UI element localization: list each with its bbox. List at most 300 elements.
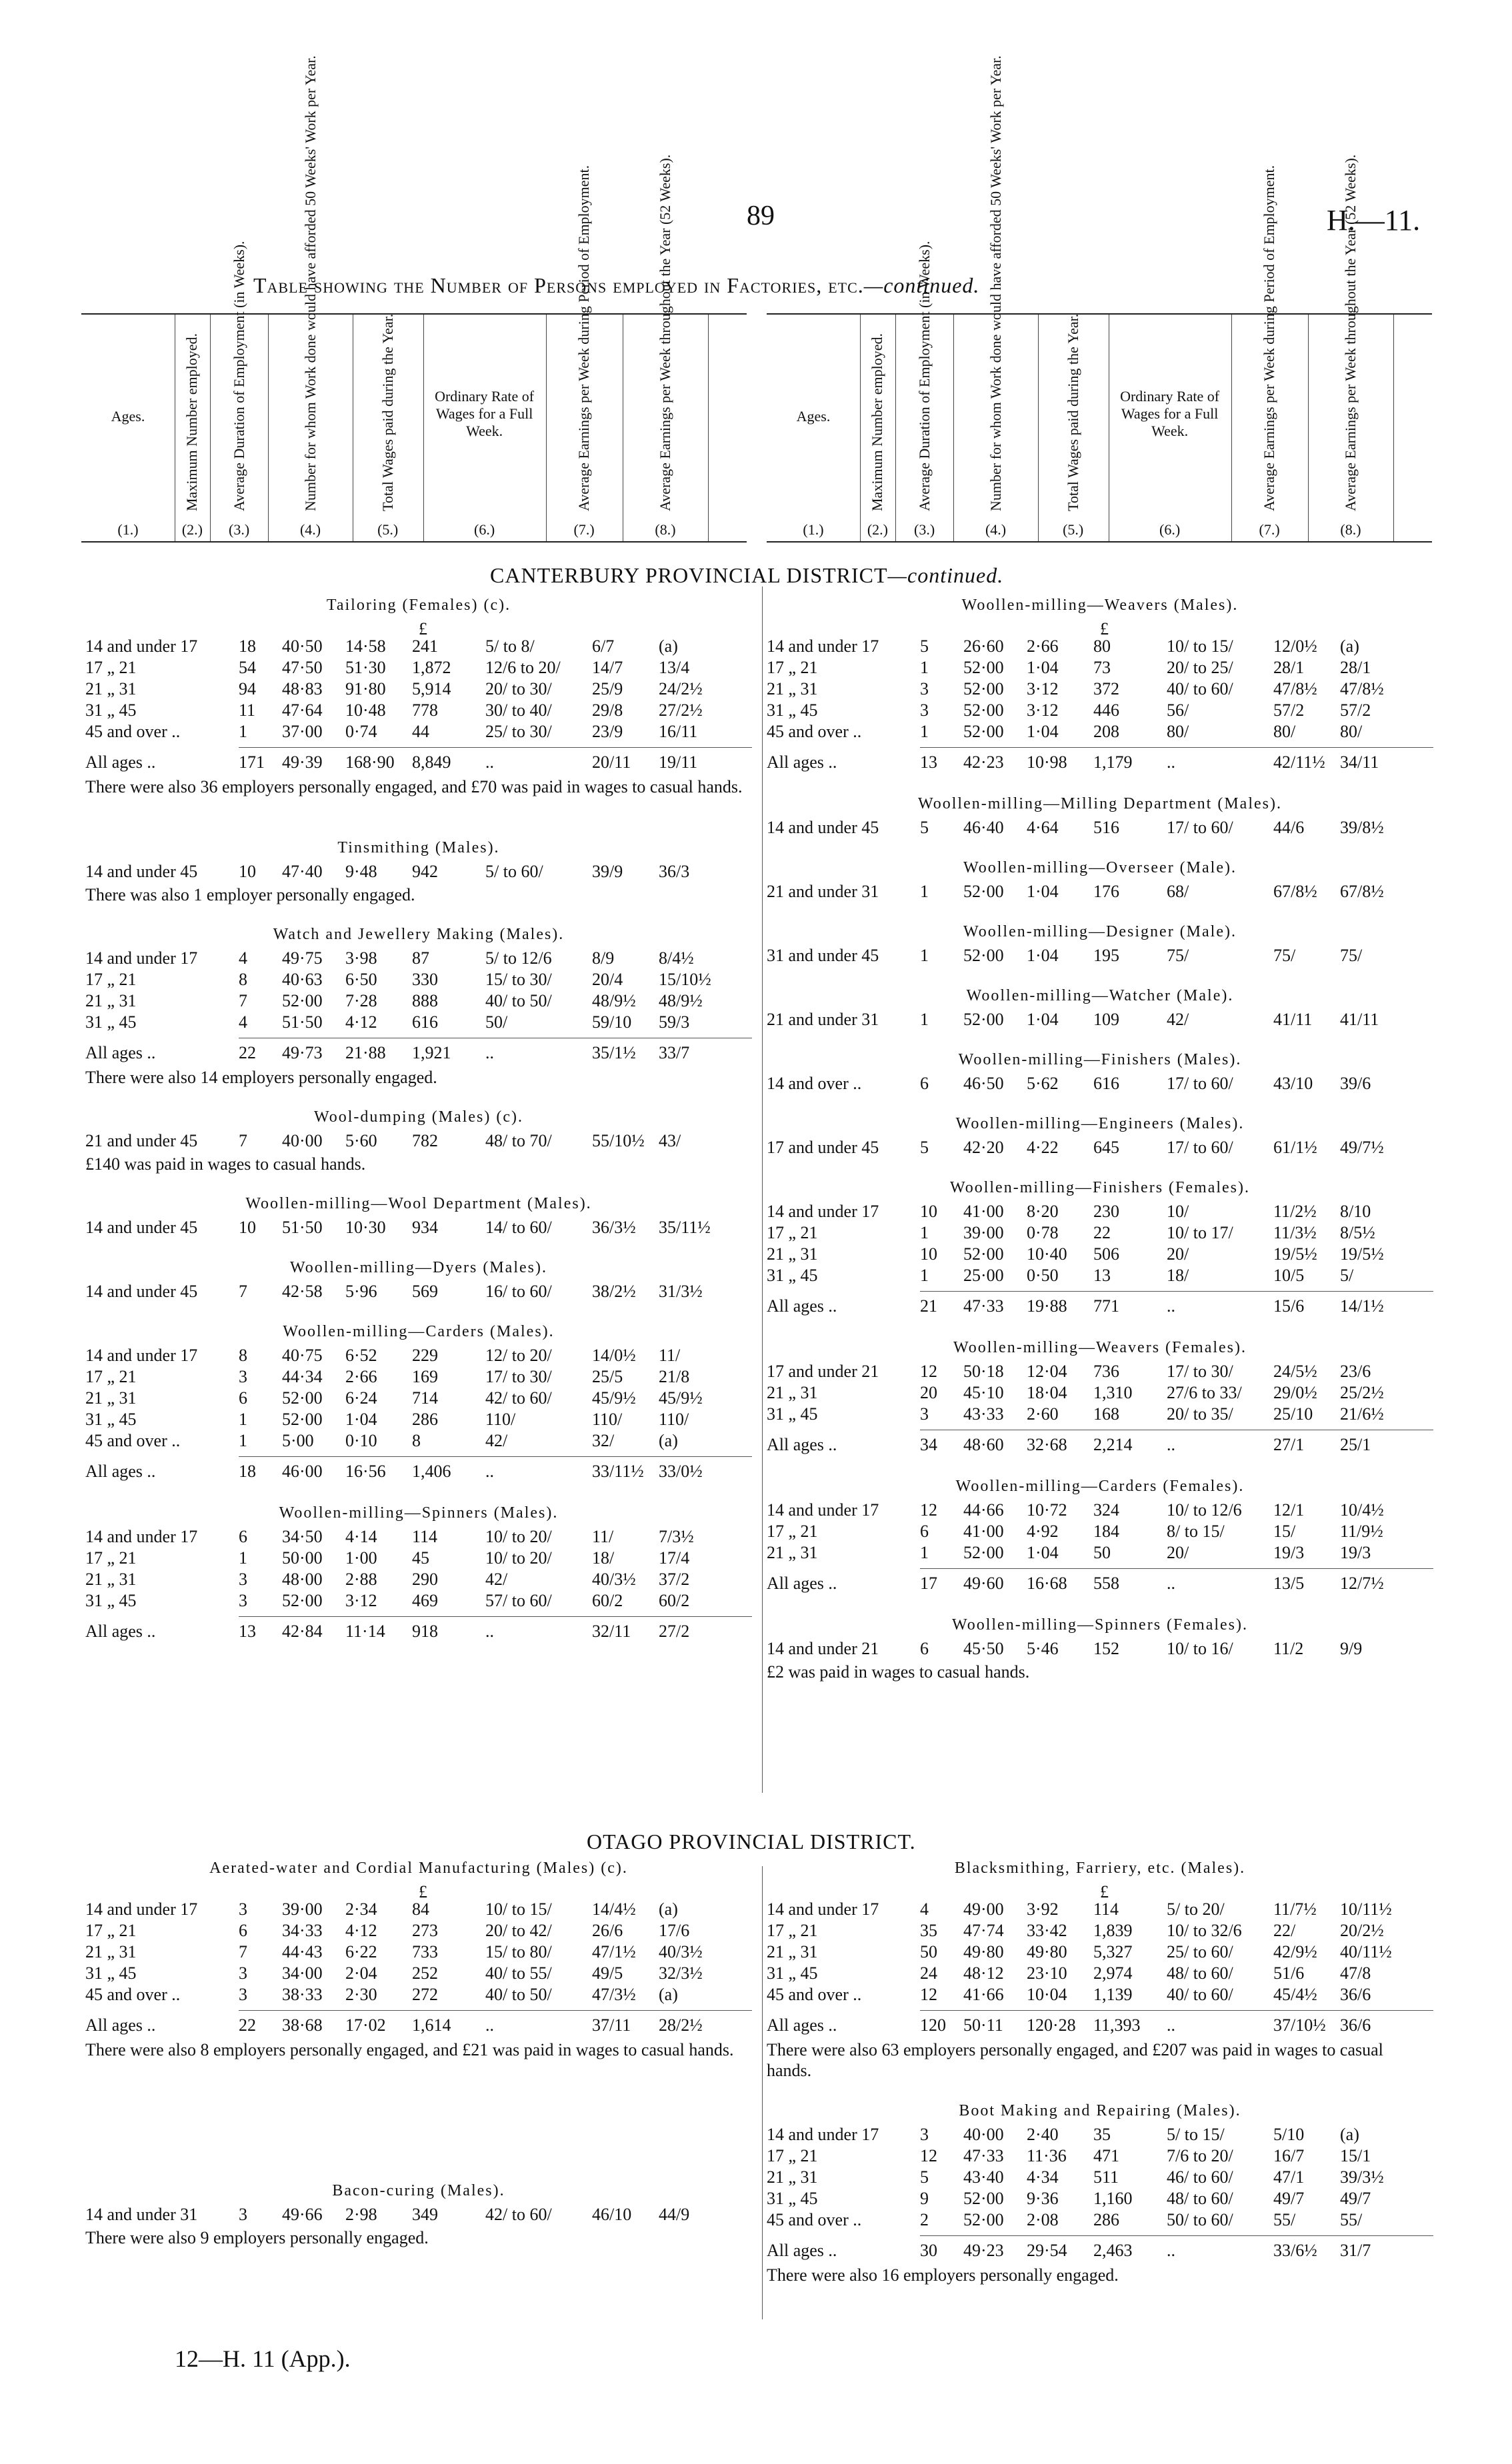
cell: 110/ [592, 1410, 623, 1429]
cell: 17/ to 60/ [1167, 1074, 1233, 1093]
cell: 31 „ 45 [85, 1963, 137, 1983]
cell: 7·28 [345, 991, 377, 1010]
cell: 32/ [592, 1431, 615, 1450]
cell: .. [485, 752, 494, 772]
cell: 40/3½ [659, 1942, 703, 1961]
cell: 14/0½ [592, 1346, 636, 1365]
cell: 35/11½ [659, 1218, 711, 1237]
cell: 55/10½ [592, 1131, 645, 1150]
cell: All ages .. [767, 2015, 837, 2035]
cell: 195 [1093, 946, 1119, 965]
cell: 31 „ 45 [85, 1012, 137, 1032]
cell: 51·50 [282, 1218, 323, 1237]
cell: 42/ to 60/ [485, 1388, 552, 1408]
cell: 52·00 [963, 722, 1004, 741]
cell: 1,139 [1093, 1985, 1133, 2004]
cell: 3 [920, 679, 929, 698]
cell: 28/1 [1273, 658, 1305, 677]
cell: 273 [412, 1921, 438, 1940]
cell: 31 „ 45 [767, 1963, 818, 1983]
cell: 26/6 [592, 1921, 623, 1940]
cell: 8 [239, 1346, 247, 1365]
cell: 272 [412, 1985, 438, 2004]
cell: 3·12 [345, 1591, 377, 1610]
cell: 14 and under 45 [85, 1218, 198, 1237]
cell: 23/9 [592, 722, 623, 741]
cell: 11/2 [1273, 1639, 1304, 1658]
cell: 4 [239, 1012, 247, 1032]
cell: 40·00 [282, 1131, 323, 1150]
cell: 46·40 [963, 818, 1004, 837]
district-canterbury [490, 563, 1003, 588]
header-column-number: (3.) [914, 521, 935, 538]
cell: 23/6 [1340, 1362, 1371, 1381]
cell: 42·20 [963, 1138, 1004, 1157]
cell: 2·30 [345, 1985, 377, 2004]
cell: 67/8½ [1340, 882, 1384, 901]
cell: 51·30 [345, 658, 386, 677]
table-row [85, 1367, 752, 1387]
cell: 55/ [1273, 2210, 1296, 2229]
cell: 50 [1093, 1543, 1111, 1562]
cell: 506 [1093, 1244, 1119, 1264]
header-column-number: (7.) [1259, 521, 1280, 538]
cell: 48·12 [963, 1963, 1004, 1983]
cell: 20/ to 42/ [485, 1921, 552, 1940]
cell: 20/2½ [1340, 1921, 1384, 1940]
cell: 52·00 [963, 1010, 1004, 1029]
cell: 14 and under 45 [767, 818, 879, 837]
cell: 8/5½ [1340, 1223, 1375, 1242]
cell: 49·80 [963, 1942, 1004, 1961]
cell: 47/1½ [592, 1942, 636, 1961]
cell: 47·33 [963, 2146, 1004, 2165]
cell: 41/11 [1340, 1010, 1379, 1029]
cell: 29/0½ [1273, 1383, 1317, 1402]
cell: 3·92 [1027, 1899, 1059, 1919]
cell: 21 „ 31 [85, 1570, 137, 1589]
cell: 3 [239, 1367, 247, 1386]
cell: 1,872 [412, 658, 451, 677]
cell: 12 [920, 1985, 937, 2004]
cell: 24/5½ [1273, 1362, 1317, 1381]
cell: .. [485, 1622, 494, 1641]
cell: 10 [239, 862, 256, 881]
cell: 616 [412, 1012, 438, 1032]
cell: 45 and over .. [85, 1985, 181, 2004]
table-row [767, 1963, 1433, 1983]
header-column-number: (4.) [299, 521, 321, 538]
cell: .. [1167, 1296, 1175, 1316]
section-note: There were also 36 employers personally engaged, and £70 was paid in wages to casual hands. [85, 777, 743, 796]
cell: 2,214 [1093, 1435, 1133, 1454]
header-avg-earnings-period [546, 165, 623, 541]
cell: 0·10 [345, 1431, 377, 1450]
cell: 3 [239, 2205, 247, 2224]
cell: 18 [239, 636, 256, 656]
cell: 75/ [1340, 946, 1363, 965]
cell: 21 „ 31 [85, 1388, 137, 1408]
cell: 10·30 [345, 1218, 386, 1237]
cell: 17 „ 21 [767, 1223, 818, 1242]
district-canterbury-name: CANTERBURY PROVINCIAL DISTRICT [490, 563, 888, 587]
cell: 114 [412, 1527, 438, 1546]
cell: 38·68 [282, 2015, 323, 2035]
table-row [85, 1527, 752, 1547]
cell: 1 [920, 722, 929, 741]
cell: 48/9½ [659, 991, 703, 1010]
cell: 2·40 [1027, 2125, 1059, 2144]
cell: 35/1½ [592, 1043, 636, 1062]
header-ordinary-rate [1109, 315, 1232, 541]
cell: (a) [659, 1899, 678, 1919]
cell: .. [485, 1043, 494, 1062]
header-column-number: (8.) [1340, 521, 1361, 538]
cell: 12/0½ [1273, 636, 1317, 656]
cell: 38/2½ [592, 1282, 636, 1301]
header-label: Ages. [796, 408, 831, 425]
cell: 25/5 [592, 1367, 623, 1386]
cell: 15/ to 30/ [485, 970, 552, 989]
cell: 17 and under 21 [767, 1362, 879, 1381]
cell: 75/ [1167, 946, 1189, 965]
cell: 49·80 [1027, 1942, 1067, 1961]
cell: 3·12 [1027, 679, 1059, 698]
header-label: Total Wages paid during the Year. [1064, 313, 1081, 511]
cell: 3 [239, 1985, 247, 2004]
table-title-suffix: —continued. [863, 273, 980, 297]
header-column-number: (6.) [1159, 521, 1181, 538]
table-row [85, 2205, 752, 2225]
cell: 40/3½ [592, 1570, 636, 1589]
cell: 20/ [1167, 1244, 1189, 1264]
header-avg-earnings-year [623, 154, 709, 541]
cell: 31 „ 45 [85, 1591, 137, 1610]
cell: 25/9 [592, 679, 623, 698]
header-total-wages [1038, 315, 1109, 541]
cell: 42·84 [282, 1622, 323, 1641]
table-row [767, 1522, 1433, 1542]
cell: 23·10 [1027, 1963, 1067, 1983]
cell: 4·14 [345, 1527, 377, 1546]
cell: 52·00 [963, 1244, 1004, 1264]
cell: 35 [920, 1921, 937, 1940]
cell: 21 „ 31 [85, 1942, 137, 1961]
total-row [85, 1043, 752, 1063]
cell: 6·22 [345, 1942, 377, 1961]
cell: 19/5½ [1340, 1244, 1384, 1264]
cell: 13/4 [659, 658, 690, 677]
cell: 5/10 [1273, 2125, 1305, 2144]
header-label: Average Earnings per Week during Period of Employment. [1261, 165, 1278, 511]
cell: 39/3½ [1340, 2167, 1384, 2187]
cell: 1 [239, 722, 247, 741]
cell: 8 [412, 1431, 421, 1450]
cell: 14 and under 17 [767, 1202, 879, 1221]
cell: 11,393 [1093, 2015, 1141, 2035]
cell: 12·04 [1027, 1362, 1067, 1381]
cell: 31/7 [1340, 2241, 1371, 2260]
column-divider [762, 1866, 763, 2319]
table-row [767, 1639, 1433, 1659]
cell: 21 „ 31 [767, 679, 818, 698]
table-row [767, 722, 1433, 742]
header-column-number: (5.) [377, 521, 399, 538]
cell: 52·00 [963, 2189, 1004, 2208]
cell: 42/ [1167, 1010, 1189, 1029]
section-note: There were also 16 employers personally engaged. [767, 2265, 1119, 2285]
cell: 1·04 [1027, 1543, 1059, 1562]
total-rule [920, 2010, 1433, 2011]
cell: 40/ to 50/ [485, 1985, 552, 2004]
cell: 11·14 [345, 1622, 385, 1641]
cell: 39·00 [282, 1899, 323, 1919]
cell: 48·60 [963, 1435, 1004, 1454]
cell: 21 „ 31 [767, 1383, 818, 1402]
cell: 11 [239, 700, 256, 720]
cell: 17 „ 21 [767, 1921, 818, 1940]
cell: 45 [412, 1548, 429, 1568]
cell: 57/2 [1273, 700, 1305, 720]
cell: 24/2½ [659, 679, 703, 698]
cell: 1,839 [1093, 1921, 1133, 1940]
cell: 37/2 [659, 1570, 690, 1589]
cell: 20/ to 25/ [1167, 658, 1233, 677]
cell: 14 and under 17 [85, 1527, 198, 1546]
cell: 10/ to 16/ [1167, 1639, 1233, 1658]
header-label: Ages. [111, 408, 145, 425]
cell: 171 [239, 752, 265, 772]
cell: 516 [1093, 818, 1119, 837]
cell: 49·00 [963, 1899, 1004, 1919]
cell: All ages .. [767, 1574, 837, 1593]
cell: 1,179 [1093, 752, 1133, 772]
cell: 6 [239, 1527, 247, 1546]
cell: 52·00 [282, 1388, 323, 1408]
cell: 21 „ 31 [85, 991, 137, 1010]
cell: 5/ to 15/ [1167, 2125, 1225, 2144]
cell: 12/7½ [1340, 1574, 1384, 1593]
cell: 934 [412, 1218, 438, 1237]
cell: 11/ [659, 1346, 681, 1365]
table-row [85, 1388, 752, 1408]
header-column-number: (8.) [655, 521, 676, 538]
header-avg-duration [210, 241, 269, 541]
table-row [85, 1012, 752, 1032]
header-label: Maximum Number employed. [183, 333, 201, 511]
cell: 10/ to 15/ [485, 1899, 552, 1919]
cell: 942 [412, 862, 438, 881]
cell: 20/11 [592, 752, 631, 772]
cell: All ages .. [767, 1435, 837, 1454]
cell: 6 [920, 1074, 929, 1093]
cell: 52·00 [963, 658, 1004, 677]
cell: 14 and under 17 [85, 948, 198, 968]
cell: 13 [1093, 1266, 1111, 1285]
section-title-finishers_m: Woollen-milling—Finishers (Males). [958, 1051, 1242, 1068]
cell: (a) [1340, 2125, 1359, 2144]
cell: 80 [1093, 636, 1111, 656]
cell: 109 [1093, 1010, 1119, 1029]
header-max-employed [860, 315, 896, 541]
cell: 91·80 [345, 679, 386, 698]
cell: 4 [239, 948, 247, 968]
header-label: Average Earnings per Week throughout the Year (52 Weeks). [1341, 154, 1359, 511]
cell: 31/3½ [659, 1282, 703, 1301]
cell: 1·04 [1027, 722, 1059, 741]
cell: 25/1 [1340, 1435, 1371, 1454]
cell: 372 [1093, 679, 1119, 698]
cell: 20/ [1167, 1543, 1189, 1562]
cell: 47/3½ [592, 1985, 636, 2004]
cell: 27/1 [1273, 1435, 1305, 1454]
cell: 15/ [1273, 1522, 1296, 1541]
column-divider [762, 587, 763, 1793]
cell: 43·33 [963, 1404, 1004, 1424]
table-row [85, 1942, 752, 1962]
cell: 40/ to 60/ [1167, 1985, 1233, 2004]
cell: 31 „ 45 [767, 1266, 818, 1285]
cell: 10 [239, 1218, 256, 1237]
cell: 14·58 [345, 636, 386, 656]
cell: 40·50 [282, 636, 323, 656]
cell: 230 [1093, 1202, 1119, 1221]
cell: 52·00 [963, 1543, 1004, 1562]
district-otago: OTAGO PROVINCIAL DISTRICT. [587, 1830, 916, 1853]
cell: 9 [920, 2189, 929, 2208]
table-row [767, 818, 1433, 838]
cell: 34·00 [282, 1963, 323, 1983]
cell: 52·00 [963, 679, 1004, 698]
cell: 14 and under 45 [85, 862, 198, 881]
table-row [85, 1591, 752, 1611]
table-row [85, 1963, 752, 1983]
table-row [767, 658, 1433, 678]
cell: 17 „ 21 [767, 658, 818, 677]
cell: 7 [239, 991, 247, 1010]
table-row [767, 2167, 1433, 2187]
cell: 14 and under 45 [85, 1282, 198, 1301]
cell: 45 and over .. [767, 2210, 862, 2229]
cell: 49·66 [282, 2205, 323, 2224]
table-row [767, 1244, 1433, 1264]
cell: 184 [1093, 1522, 1119, 1541]
cell: 44/6 [1273, 818, 1305, 837]
cell: 20 [920, 1383, 937, 1402]
cell: 2·60 [1027, 1404, 1059, 1424]
cell: 11/9½ [1340, 1522, 1383, 1541]
cell: 4·34 [1027, 2167, 1059, 2187]
section-title-bacon: Bacon-curing (Males). [332, 2182, 505, 2199]
cell: 47·64 [282, 700, 323, 720]
table-row [85, 722, 752, 742]
section-title-aerated: Aerated-water and Cordial Manufacturing (Males) (c). [209, 1859, 628, 1877]
header-label: Ordinary Rate of Wages for a Full Week. [435, 388, 535, 439]
cell: 3 [239, 1899, 247, 1919]
cell: 888 [412, 991, 438, 1010]
cell: 14 and under 17 [85, 636, 198, 656]
cell: 0·74 [345, 722, 377, 741]
cell: 11/ [592, 1527, 614, 1546]
cell: 120·28 [1027, 2015, 1076, 2035]
cell: 10/11½ [1340, 1899, 1392, 1919]
cell: 31 „ 45 [85, 1410, 137, 1429]
cell: 49/7½ [1340, 1138, 1384, 1157]
cell: 14 and under 31 [85, 2205, 198, 2224]
cell: 21 „ 31 [767, 1543, 818, 1562]
cell: 49/7 [1273, 2189, 1305, 2208]
cell: 10/ to 20/ [485, 1548, 552, 1568]
table-row [767, 1921, 1433, 1941]
table-row [85, 1921, 752, 1941]
cell: 2,463 [1093, 2241, 1133, 2260]
cell: 32·68 [1027, 1435, 1067, 1454]
cell: 45 and over .. [767, 1985, 862, 2004]
cell: 34/11 [1340, 752, 1379, 772]
cell: 7 [239, 1282, 247, 1301]
cell: 19/11 [659, 752, 698, 772]
cell: 46·00 [282, 1462, 323, 1481]
cell: 47·33 [963, 1296, 1004, 1316]
cell: 12 [920, 1500, 937, 1520]
total-row [767, 2241, 1433, 2261]
cell: 2·66 [1027, 636, 1059, 656]
cell: 1 [920, 882, 929, 901]
cell: 714 [412, 1388, 438, 1408]
cell: 13 [920, 752, 937, 772]
cell: All ages .. [85, 752, 156, 772]
cell: 49/7 [1340, 2189, 1371, 2208]
total-rule [239, 1456, 752, 1457]
cell: 42/ to 60/ [485, 2205, 552, 2224]
cell: 14/ to 60/ [485, 1218, 552, 1237]
cell: 17 [920, 1574, 937, 1593]
section-title-designer: Woollen-milling—Designer (Male). [963, 923, 1237, 940]
section-title-watcher: Woollen-milling—Watcher (Male). [966, 987, 1234, 1004]
cell: 47/1 [1273, 2167, 1305, 2187]
cell: 290 [412, 1570, 438, 1589]
section-note: There were also 14 employers personally engaged. [85, 1068, 437, 1087]
section-title-spinners: Woollen-milling—Spinners (Males). [279, 1504, 559, 1522]
cell: 14 and over .. [767, 1074, 862, 1093]
table-row [85, 1282, 752, 1302]
cell: 39·00 [963, 1223, 1004, 1242]
cell: 3 [239, 1570, 247, 1589]
cell: 2·66 [345, 1367, 377, 1386]
table-row [767, 1074, 1433, 1094]
table-row [85, 1346, 752, 1366]
header-number-50-weeks [953, 55, 1039, 541]
cell: 10·72 [1027, 1500, 1067, 1520]
cell: 10·04 [1027, 1985, 1067, 2004]
cell: 57/ to 60/ [485, 1591, 552, 1610]
cell: 10·48 [345, 700, 386, 720]
cell: 27/2 [659, 1622, 690, 1641]
cell: 17/ to 60/ [1167, 1138, 1233, 1157]
cell: 19·88 [1027, 1296, 1067, 1316]
total-row [85, 1622, 752, 1642]
cell: 50 [920, 1942, 937, 1961]
cell: 8/ to 15/ [1167, 1522, 1225, 1541]
cell: 45 and over .. [85, 1431, 181, 1450]
cell: 114 [1093, 1899, 1119, 1919]
cell: 45/9½ [592, 1388, 636, 1408]
currency-symbol: £ [419, 619, 427, 638]
page-reference: H.—11. [1327, 204, 1421, 237]
cell: 21 and under 45 [85, 1131, 198, 1150]
cell: 36/3 [659, 862, 690, 881]
section-title-engineers: Woollen-milling—Engineers (Males). [955, 1115, 1245, 1132]
